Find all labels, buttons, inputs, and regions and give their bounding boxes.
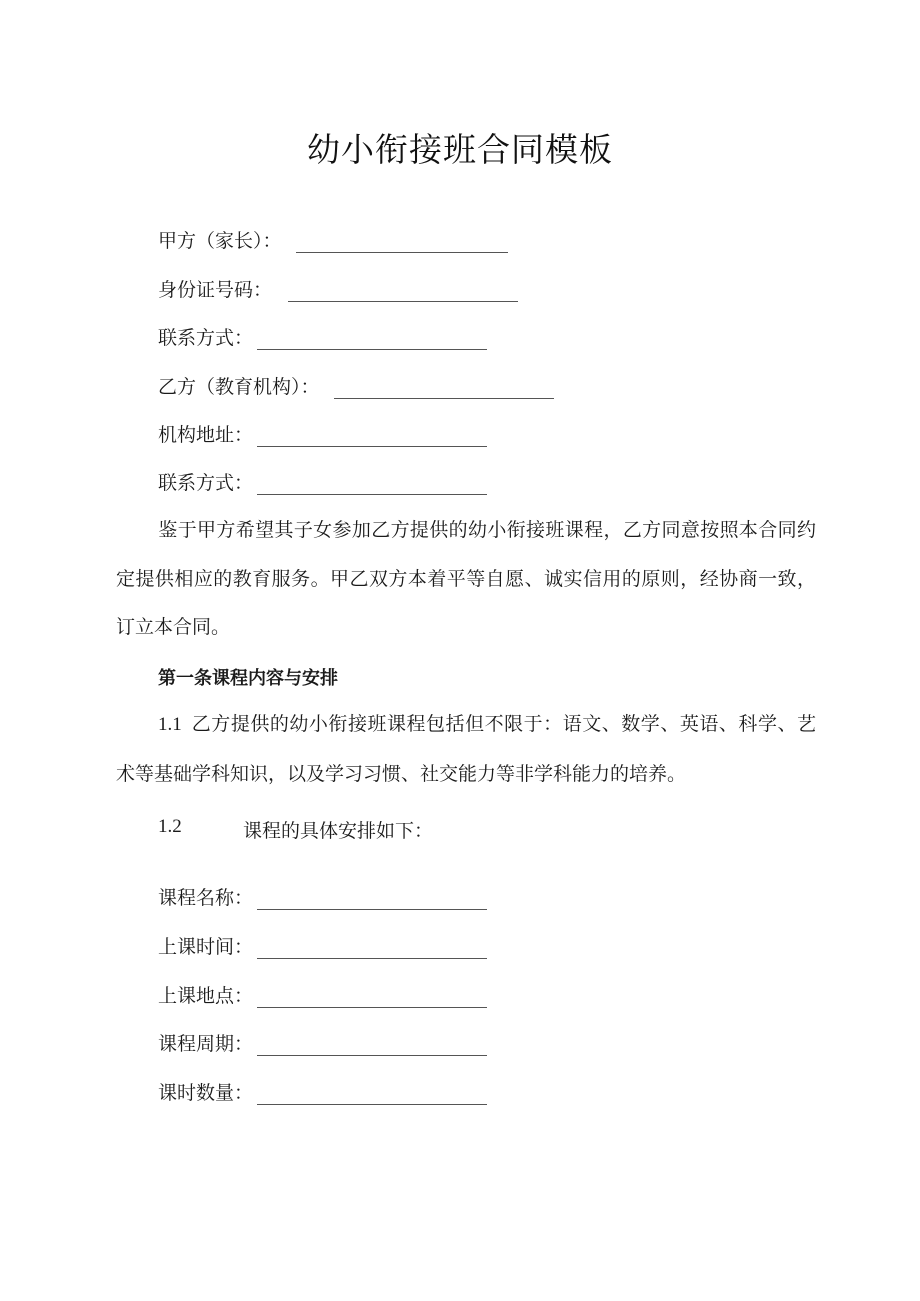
preamble-text: 鉴于甲方希望其子女参加乙方提供的幼小衔接班课程，乙方同意按照本合同约定提供相应的教育服务。甲乙双方本着平等自愿、诚实信用的原则，经协商一致，订立本合同。 <box>116 519 816 638</box>
blank-line-input[interactable] <box>257 889 487 910</box>
field-class-time <box>158 935 487 959</box>
field-label: 机构地址： <box>158 424 254 446</box>
field-party-b-contact <box>158 471 487 495</box>
field-party-a-contact <box>158 326 487 350</box>
blank-line-input[interactable] <box>257 987 487 1008</box>
clause-1-1 <box>116 700 816 798</box>
field-course-name <box>158 886 487 910</box>
field-label: 上课时间： <box>158 936 254 958</box>
field-label: 课时数量： <box>158 1082 254 1104</box>
field-course-period <box>158 1032 487 1056</box>
field-party-b-institution <box>158 375 554 399</box>
blank-line-input[interactable] <box>257 938 487 959</box>
field-party-a-parent <box>158 229 508 253</box>
blank-line-input[interactable] <box>257 329 487 350</box>
clause-number: 1.1 <box>158 714 182 735</box>
blank-line-input[interactable] <box>334 378 554 399</box>
blank-line-input[interactable] <box>257 426 487 447</box>
blank-line-input[interactable] <box>296 232 508 253</box>
field-class-location <box>158 984 487 1008</box>
field-label: 联系方式： <box>158 472 254 494</box>
clause-text: 课程的具体安排如下： <box>243 820 434 842</box>
preamble-paragraph <box>116 506 816 652</box>
blank-line-input[interactable] <box>257 1035 487 1056</box>
blank-line-input[interactable] <box>257 1084 487 1105</box>
field-label: 上课地点： <box>158 985 254 1007</box>
field-label: 课程周期： <box>158 1033 254 1055</box>
clause-1-2 <box>158 816 433 843</box>
field-institution-address <box>158 423 487 447</box>
article-heading: 第一条课程内容与安排 <box>158 668 338 689</box>
field-id-number <box>158 278 518 302</box>
field-label: 身份证号码： <box>158 279 273 301</box>
field-label: 乙方（教育机构）： <box>158 376 320 398</box>
field-class-hours <box>158 1081 487 1105</box>
blank-line-input[interactable] <box>257 474 487 495</box>
clause-number: 1.2 <box>158 816 182 837</box>
field-label: 甲方（家长）： <box>158 230 282 252</box>
blank-line-input[interactable] <box>288 281 518 302</box>
document-title: 幼小衔接班合同模板 <box>307 130 613 169</box>
field-label: 联系方式： <box>158 327 254 349</box>
field-label: 课程名称： <box>158 887 254 909</box>
clause-text: 乙方提供的幼小衔接班课程包括但不限于：语文、数学、英语、科学、艺术等基础学科知识，以及学习习惯、社交能力等非学科能力的培养。 <box>116 713 816 785</box>
